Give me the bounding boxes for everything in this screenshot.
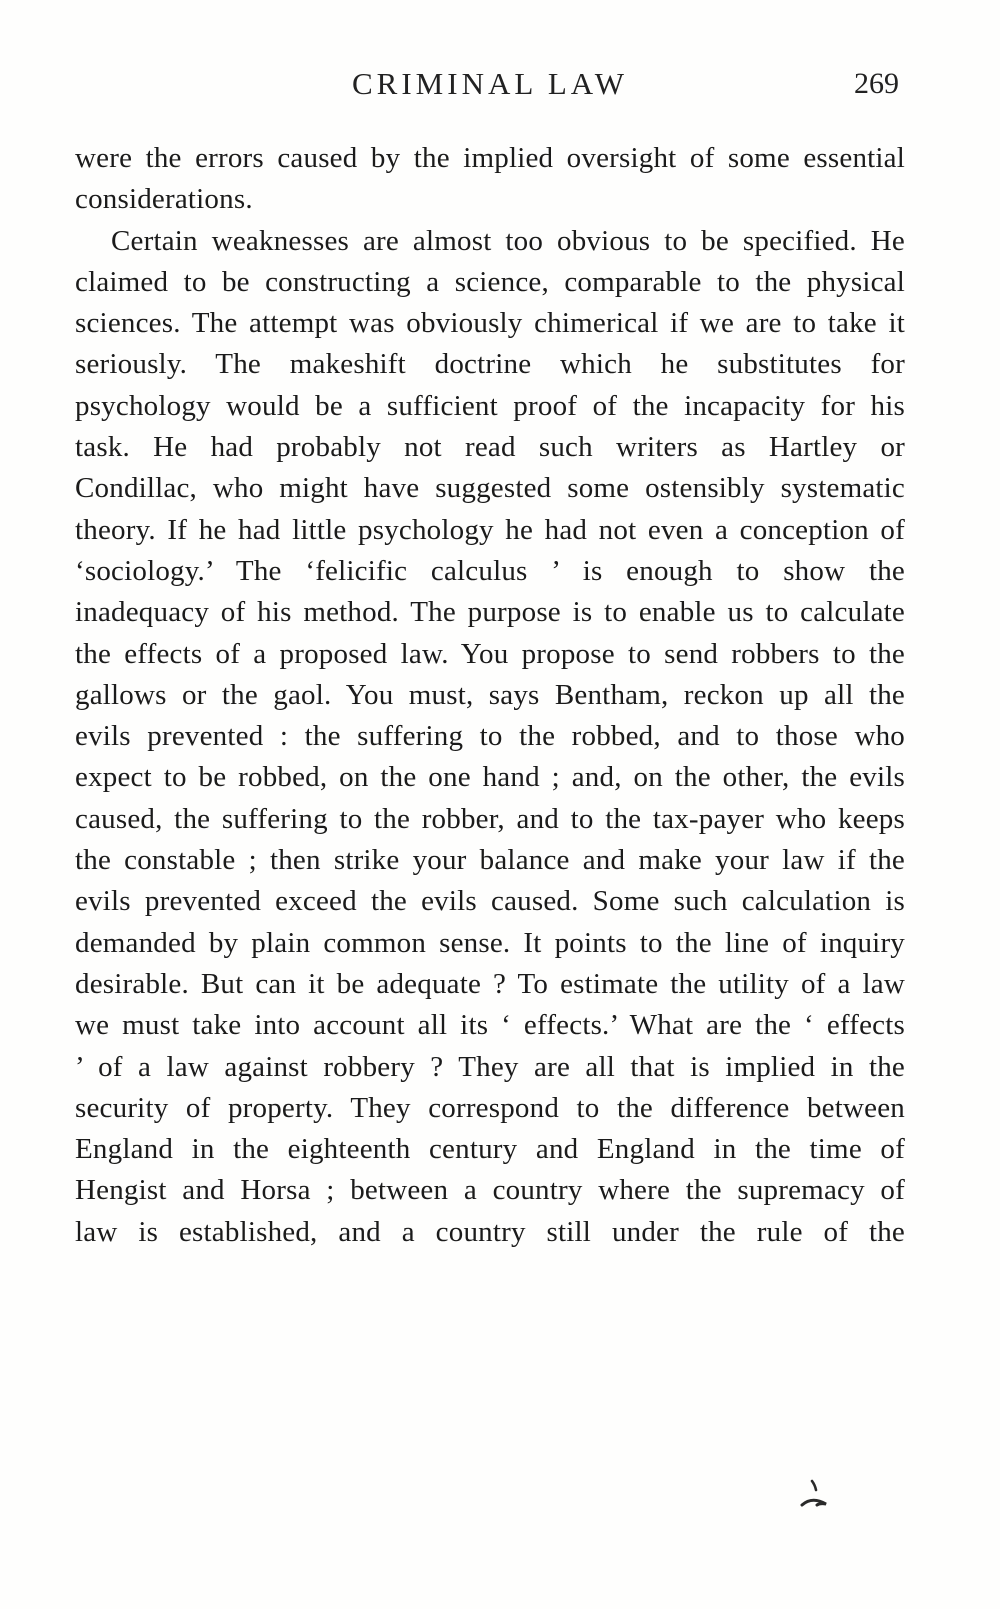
page-number: 269	[854, 67, 899, 100]
stray-ink-mark	[798, 1478, 832, 1514]
page-title: CRIMINAL LAW	[352, 66, 628, 101]
body-text	[75, 138, 905, 1253]
running-header	[75, 66, 905, 112]
paragraph-continuation: were the errors caused by the implied oversight of some essential considerations.	[75, 142, 905, 216]
paragraph-main: Certain weaknesses are almost too obvious to be specified. He claimed to be constructing a science, comparable to the physical sciences. The attempt was obviously chimerical if we are to take it seriously. The makeshift doctrine which he substitutes for psychology would be a sufficient proof of the incapacity for his task. He had probably not read such writers as Hartley or Condillac, who might have suggested some ostensibly systematic theory. If he had little psychology he had not even a conception of ‘sociology.’ The ‘felicific calculus ’ is enough to show the inadequacy of his method. The purpose is to enable us to calculate the effects of a proposed law. You propose to send robbers to the gallows or the gaol. You must, says Bentham, reckon up all the evils prevented : the suffering to the robbed, and to those who expect to be robbed, on the one hand ; and, on the other, the evils caused, the suffering to the robber, and to the tax-payer who keeps the constable ; then strike your balance and make your law if the evils prevented exceed the evils caused. Some such calculation is demanded by plain common sense. It points to the line of inquiry desirable. But can it be adequate ? To estimate the utility of a law we must take into account all its ‘ effects.’ What are the ‘ effects ’ of a law against robbery ? They are all that is implied in the security of property. They correspond to the difference between England in the eighteenth century and England in the time of Hengist and Horsa ; between a country where the supremacy of law is established, and a country still under the rule of the	[75, 224, 905, 1248]
